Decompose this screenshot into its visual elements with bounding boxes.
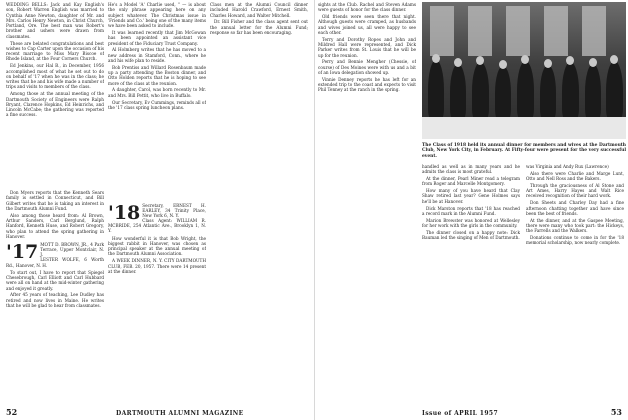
paragraph: How many of you have heard that Clay Shaw retired last year? Gene Holmes says he'll be at Hanover.: [422, 188, 520, 204]
paragraph: sights at the Club. Rachel and Steven Adams were guests of honor for the class dinner.: [318, 2, 416, 13]
paragraph: handled as well as in many years and he admits the class is most grateful.: [422, 164, 520, 175]
paragraph: Don Sheets and Charley Day had a fine afternoon chatting together and have since been the best of friends.: [526, 200, 624, 216]
paragraph: Through the graciousness of Al Stone and Art Ames, Harry Hayes and Walt Rice received recognition of their hard work.: [526, 182, 624, 199]
paragraph: The dinner closed on a happy note: Dick Bauman led the singing of Men of Dartmouth.: [422, 229, 520, 241]
right-page: [314, 0, 628, 420]
paragraph: Old friends were seen there that night. Although guests were cramped, as husbands and wives joined us, all were happy to see each other.: [318, 14, 416, 35]
class-1918-header: [108, 203, 206, 234]
paragraph: It was learned recently that Jim McGowan has been appointed an assistant vice president of the Fiduciary Trust Company.: [108, 29, 206, 46]
paragraph: Vinnie Denney reports he has left for an extended trip to the coast and expects to visit Phil Tenney at the ranch in the spring.: [318, 76, 416, 93]
paragraph: How wonderful it is that Bob Wright, the biggest rabbit in Hanover, was chosen as principal speaker at the annual meeting of the Dartmouth Alumni Association.: [108, 235, 206, 257]
magazine-footer: DARTMOUTH ALUMNI MAGAZINE: [116, 410, 244, 417]
class-dinner-photo: [422, 2, 626, 139]
class-year-1917: '17: [6, 242, 39, 264]
paragraph: He's a Model 'A' Charlie used, '' — is about the only phrase appearing here on any subject whatever. The Christmas issue in 'Friends and Co.' being one of the many items we have been asked to include.: [108, 2, 206, 29]
paragraph: A daughter, Carol, was born recently to Mr. and Mrs. Bill Pettit, who live in Buffalo.: [108, 87, 206, 98]
page-number: 53: [610, 407, 622, 417]
right-column-2: [422, 164, 520, 402]
class-agent: Class Agent: WILLIAM R. MCBRIDE, 254 Atlantic Ave., Brooklyn 1, N. Y.: [108, 218, 206, 234]
paragraph: Ed Jenkins, our Hal B., in December, 1956 accomplished most of what he set out to do on behalf of '17 when he was in the class; he writes that he and his wife made a number of trips and visits to members of the class.: [6, 63, 104, 90]
paragraph: These are belated congratulations and best wishes to Cap Carter upon the occasion of his recent marriage to Miss Mary Biscoe of Rhode Island, at the Four Corners Church.: [6, 40, 104, 62]
class-year-1918: '18: [108, 203, 141, 224]
paragraph: To start out, I have to report that Spiegel Chesebrough, Carl Elliott and Carl Hubbard were all on hand at the mid-winter gathering and enjoyed it greatly.: [6, 269, 104, 291]
paragraph: Our Secretary, Ev Cummings, reminds all of the '17 class spring luncheon plans.: [108, 99, 206, 110]
paragraph: Dick Marston reports that '18 has reached a record mark in the Alumni Fund.: [422, 205, 520, 216]
left-column-2-lower: [108, 200, 206, 402]
paragraph: was Virginia and Andy Rux (Lawrence): [526, 164, 609, 169]
class-treasurer: LESTER WOLFE, 6 Worth Rd., Hanover, N. H.: [6, 257, 104, 268]
paragraph: Donations continue to come in for the '18 memorial scholarship, now nearly complete.: [526, 235, 624, 246]
paragraph: At the dinner, and at the Gaspee Meeting, there were many who took part: the Hickeys, the Farrells and the Walkers.: [526, 217, 624, 234]
paragraph: Also among those heard from: Al Brown, Arthur Sanders, Carl Berglund, Ralph Hanford, Kenneth Huse, and Robert Gregory, who plan to attend the spring gathering in Hanover.: [6, 212, 104, 239]
paragraph: Dr. Bill Fisher and the class agent sent out the annual letter for the Alumni Fund; response so far has been encouraging.: [210, 19, 308, 35]
paragraph: A WEEK DINNER, N. Y. CITY DARTMOUTH CLUB, FEB. 20, 1957. There were 14 present at the dinner.: [108, 258, 206, 274]
paragraph: After 45 years of teaching, Lee Dudley has retired and now lives in Maine. He writes that he will be glad to hear from classmates.: [6, 292, 104, 308]
paragraph: Don Myers reports that the Kenneth Sears family is settled in Connecticut, and Bill Gilbert writes that he is taking an interest in the Dartmouth Alumni Fund.: [6, 190, 104, 211]
photo-caption: The Class of 1918 held its annual dinner for members and wives at the Dartmouth Club, New York City, in February. At Fifty-four were present for the very successful event.: [422, 143, 626, 159]
paragraph: Class men at the Alumni Council dinner included Harold Crawford, Ernest Smith, Charles Howard, and Walter Mitchell.: [210, 2, 308, 18]
paragraph: Among those at the annual meeting of the Dartmouth Society of Engineers were Ralph Bryant, Clarence Hopkins, Ed Heinrichs, and Lincoln McCabe; the gathering was reported a fine success.: [6, 91, 104, 118]
issue-footer: Issue of APRIL 1957: [422, 410, 499, 417]
paragraph: Bob Prentiss and Willard Rosenbaum made up a party attending the Boston dinner, and Otto Holden reports that he is hoping to see more of the class at the reunion.: [108, 64, 206, 86]
paragraph: At the dinner, Pearl Miner read a telegram from Roger and Marcelle Montgomery.: [422, 176, 520, 187]
right-column-1: [318, 2, 416, 402]
paragraph: Al Holmberg writes that he has moved to a new address in Stamford, Conn., where he and his wife plan to reside.: [108, 47, 206, 63]
paragraph: Terry and Dorothy Ropes and John and Mildred Hall were represented, and Dick Parker writes from St. Louis that he will be up for the reunion.: [318, 36, 416, 58]
paragraph: Also there were Charlie and Marge Lunt, Otto and Nell Ross and the Bakers.: [526, 170, 624, 182]
class-secretary: Secretary, ERNEST H. EARLEY, 34 Trinity Place, New York 6, N. Y.: [142, 203, 206, 219]
paragraph: Marion Brewster was honored at Wellesley for her work with the girls in the community.: [422, 217, 520, 228]
page-number: 52: [6, 407, 18, 417]
class-secretary: MOTT D. BROWN, JR., 4 Park Terrace, Upper Montclair, N. J.: [40, 242, 104, 258]
paragraph: WEDDING BELLS: Jack and Kay English's son, Robert Warren English was married to Cynthia Anne Newton, daughter of Mr. and Mrs. Carlos Henry Newton, in Christ Church, Portland, Ore. The best man was Robert's brother and ushers were drawn from classmates.: [6, 2, 104, 39]
right-column-3: [526, 164, 624, 402]
paragraph: Perry and Bennie Mengher (Chessie, of course) of Des Moines were with us and a bit of an Iowa delegation showed up.: [318, 59, 416, 76]
class-1917-header: [6, 242, 104, 267]
left-column-3: [210, 2, 308, 402]
left-column-1-lower: [6, 190, 104, 402]
